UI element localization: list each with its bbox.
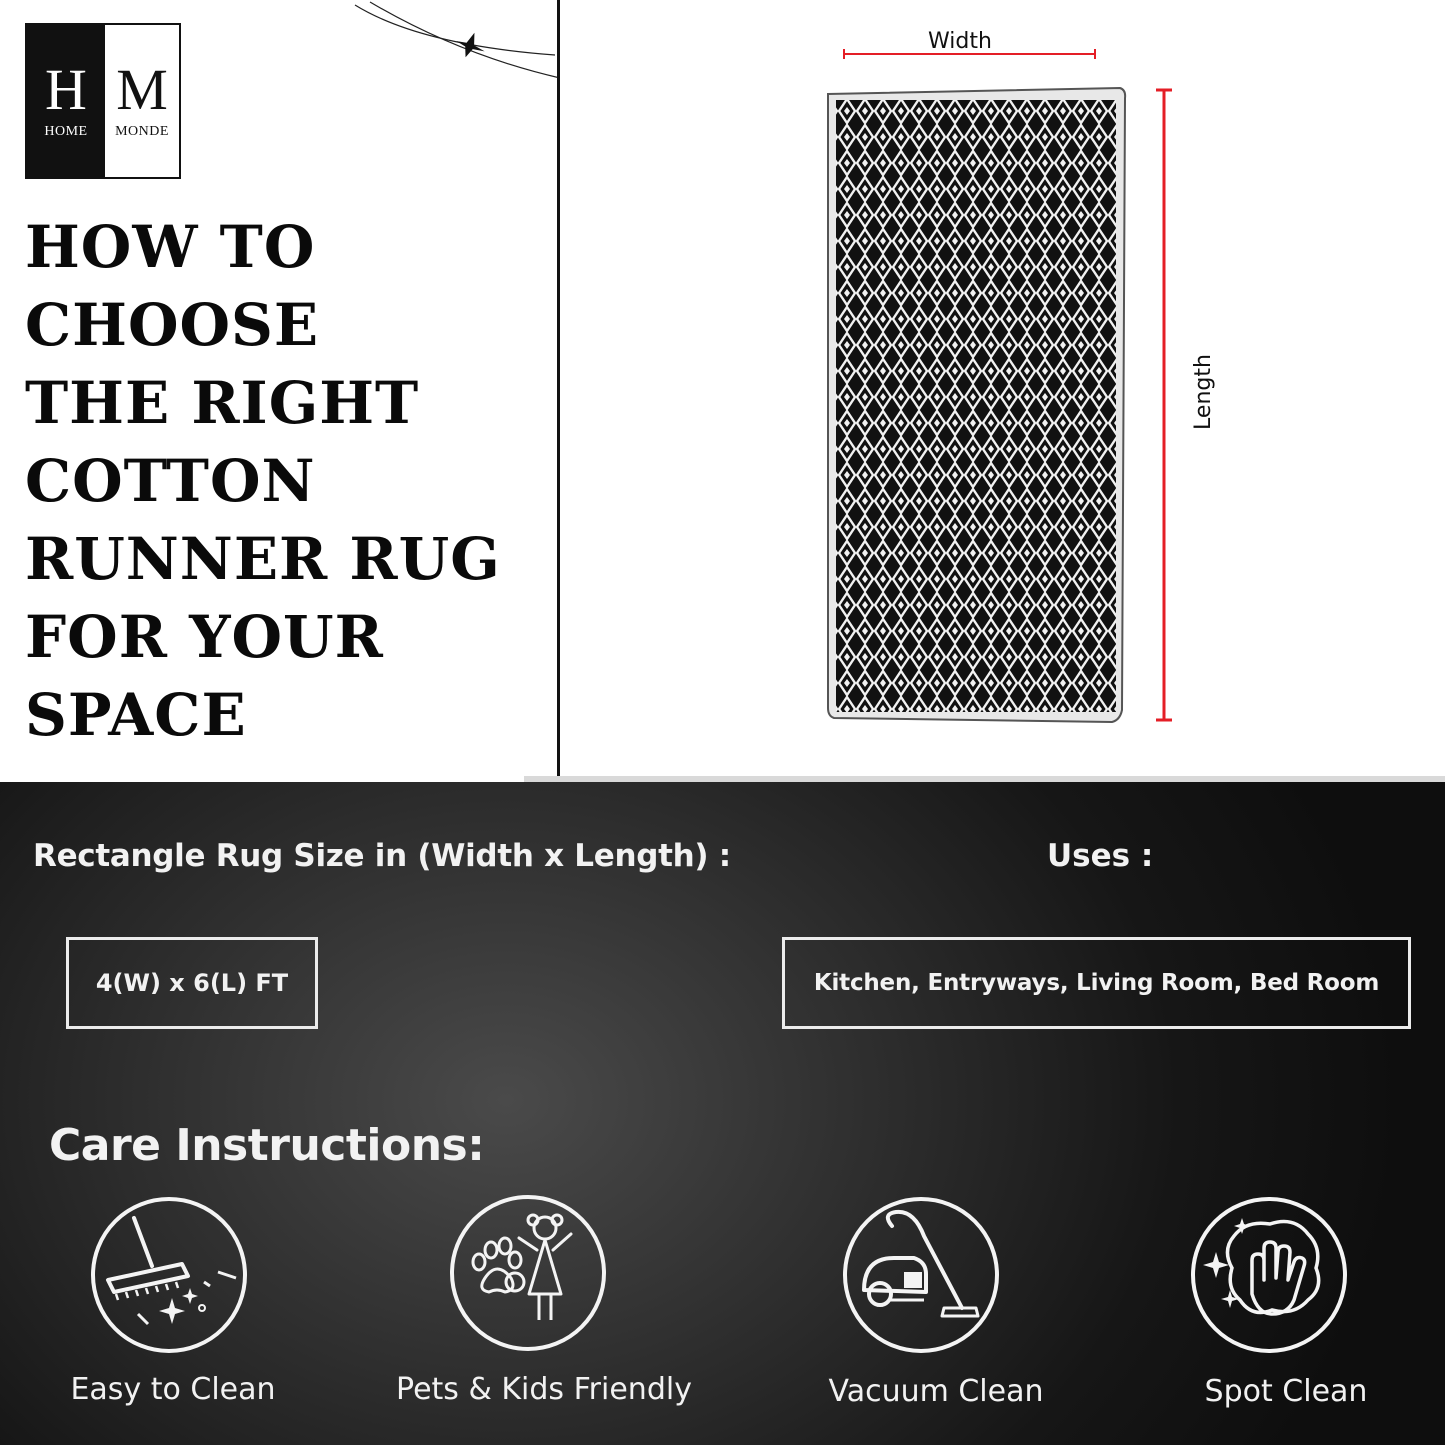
logo-initial-left: H <box>45 57 87 122</box>
rug-diamond-pattern <box>836 100 1116 712</box>
headline-line: CHOOSE <box>25 291 320 359</box>
size-title: Rectangle Rug Size in (Width x Length) : <box>33 838 731 874</box>
mop-icon <box>90 1196 248 1354</box>
headline-line: THE RIGHT <box>25 369 420 437</box>
hand-wipe-icon <box>1190 1196 1348 1354</box>
care-label-vacuum: Vacuum Clean <box>828 1374 1044 1409</box>
size-value-box: 4(W) x 6(L) FT <box>66 937 318 1029</box>
logo-right-panel <box>105 25 179 177</box>
vertical-divider <box>557 0 560 780</box>
bottom-section <box>0 782 1445 1445</box>
headline-line: COTTON <box>25 447 316 515</box>
logo-initial-right: M <box>116 57 168 122</box>
uses-title: Uses : <box>1047 838 1154 874</box>
vacuum-icon <box>842 1196 1000 1354</box>
uses-value-box: Kitchen, Entryways, Living Room, Bed Room <box>782 937 1411 1029</box>
care-label-easy-clean: Easy to Clean <box>70 1372 276 1407</box>
headline-line: FOR YOUR <box>25 603 384 671</box>
logo-word-right: MONDE <box>115 124 169 139</box>
length-label: Length <box>1191 354 1216 430</box>
pets-kids-icon <box>449 1194 607 1352</box>
width-label: Width <box>928 29 992 54</box>
brand-logo <box>25 23 181 179</box>
headline-line: HOW TO <box>25 213 316 281</box>
headline-line: RUNNER RUG <box>25 525 501 593</box>
care-title: Care Instructions: <box>49 1120 485 1171</box>
page-headline <box>25 208 501 754</box>
headline-line: SPACE <box>25 681 247 749</box>
care-label-spot-clean: Spot Clean <box>1204 1374 1368 1409</box>
logo-left-panel <box>27 25 105 177</box>
rug-diagram <box>820 20 1240 740</box>
sparkle-lines-decoration <box>350 0 560 90</box>
care-label-pets-kids: Pets & Kids Friendly <box>396 1372 692 1407</box>
logo-word-left: HOME <box>44 124 88 139</box>
